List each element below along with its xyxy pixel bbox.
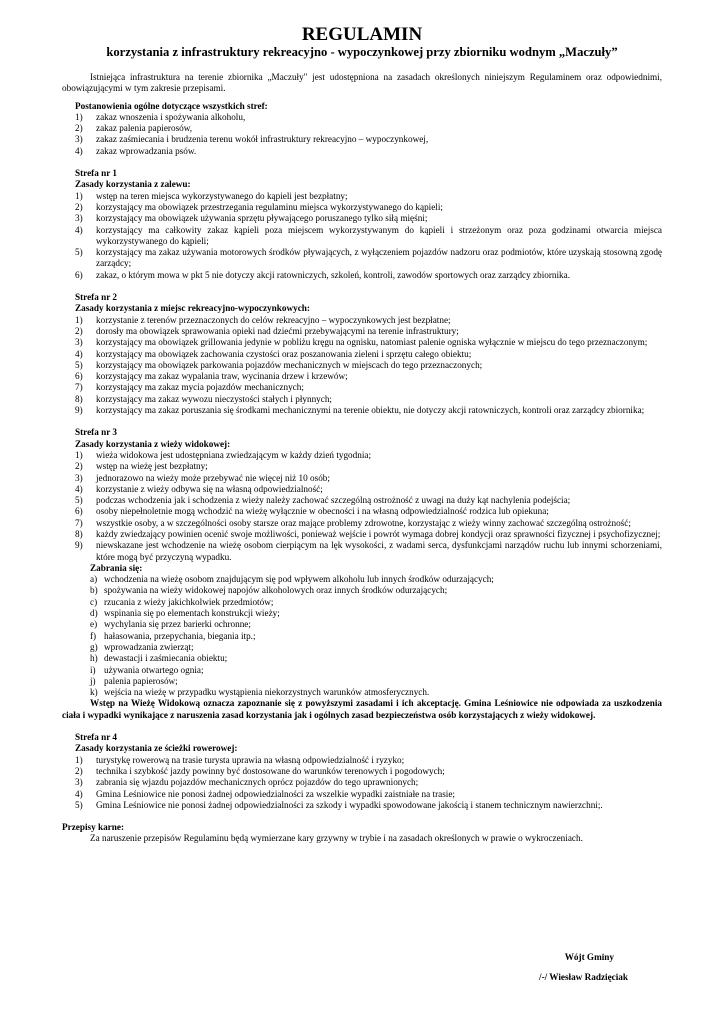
list-item-number: 1) bbox=[75, 449, 83, 460]
zone4-title: Strefa nr 4 bbox=[75, 732, 118, 743]
zone1-heading: Zasady korzystania z zalewu: bbox=[75, 179, 191, 190]
list-item-number: 1) bbox=[75, 190, 83, 201]
list-item bbox=[90, 619, 662, 630]
list-item-text: Gmina Leśniowice nie ponosi żadnej odpowiedzialności za szkody i wypadki spowodowane jakością i stanem technicznym nawierzchni;. bbox=[96, 799, 603, 810]
list-item bbox=[75, 484, 662, 495]
list-item-text: wychylania się przez barierki ochronne; bbox=[104, 619, 251, 630]
list-item bbox=[90, 653, 662, 664]
list-item-number: c) bbox=[90, 596, 98, 607]
document-subtitle: korzystania z infrastruktury rekreacyjno - wypoczynkowej przy zbiorniku wodnym „Maczuły” bbox=[106, 45, 618, 59]
zone3-heading: Zasady korzystania z wieży widokowej: bbox=[75, 438, 231, 449]
list-item-number: 8) bbox=[75, 528, 83, 539]
list-item-number: a) bbox=[90, 574, 98, 585]
list-item bbox=[75, 371, 662, 382]
zone1-list bbox=[62, 191, 662, 281]
list-item bbox=[75, 495, 662, 506]
list-item-text: korzystający ma obowiązek parkowania pojazdów mechanicznych w miejscach do tego przeznaczonych; bbox=[96, 359, 483, 370]
list-item-number: 4) bbox=[75, 788, 83, 799]
list-item-text: każdy zwiedzający powinien ocenić swoje możliwości, ponieważ wejście i powrót wymaga dobrej kondycji oraz sprawności fizycznej i psychofizycznej; bbox=[96, 528, 661, 539]
list-item-text: korzystający ma zakaz poruszania się środkami mechanicznymi na terenie obiektu, nie dotyczy akcji ratowniczych, kontroli oraz zarządcy zbiornika; bbox=[96, 405, 645, 416]
list-item-number: 6) bbox=[75, 371, 83, 382]
list-item-number: 2) bbox=[75, 765, 83, 776]
list-item-number: i) bbox=[90, 664, 96, 675]
list-item bbox=[75, 506, 662, 517]
zone4-heading: Zasady korzystania ze ścieżki rowerowej: bbox=[75, 743, 238, 754]
list-item-number: d) bbox=[90, 608, 98, 619]
list-item bbox=[75, 766, 662, 777]
list-item-text: spożywania na wieży widokowej napojów alkoholowych oraz innych środków odurzających; bbox=[104, 585, 448, 596]
list-item-text: korzystający ma zakaz wywozu nieczystości stałych i płynnych; bbox=[96, 393, 332, 404]
list-item bbox=[75, 755, 662, 766]
list-item-text: technika i szybkość jazdy powinny być dostosowane do warunków terenowych i pogodowych; bbox=[96, 765, 445, 776]
zone3-forbidden-heading: Zabrania się: bbox=[90, 562, 143, 573]
list-item-number: 3) bbox=[75, 134, 83, 145]
list-item bbox=[75, 473, 662, 484]
list-item bbox=[75, 405, 662, 416]
list-item bbox=[75, 777, 662, 788]
list-item bbox=[75, 394, 662, 405]
list-item-text: wstęp na teren miejsca wykorzystywanego do kąpieli jest bezpłatny; bbox=[96, 190, 348, 201]
list-item bbox=[75, 326, 662, 337]
list-item-text: Gmina Leśniowice nie ponosi żadnej odpowiedzialności za wszelkie wypadki zaistniałe na trasie; bbox=[96, 788, 455, 799]
list-item-text: wszystkie osoby, a w szczególności osoby starsze oraz mające problemy zdrowotne, korzystając z wieży winny zachować szczególną ostrożność; bbox=[96, 517, 631, 528]
penalties-text: Za naruszenie przepisów Regulaminu będą wymierzane kary grzywny w trybie i na zasadach określonych w prawie o wykroczeniach. bbox=[90, 833, 583, 844]
list-item bbox=[90, 676, 662, 687]
list-item-number: 4) bbox=[75, 348, 83, 359]
list-item-number: 9) bbox=[75, 405, 83, 416]
list-item-number: 5) bbox=[75, 359, 83, 370]
list-item-number: 5) bbox=[75, 495, 83, 506]
list-item-text: zakaz wprowadzania psów. bbox=[96, 145, 197, 156]
list-item-text: korzystający ma zakaz mycia pojazdów mechanicznych; bbox=[96, 382, 304, 393]
list-item-number: 2) bbox=[75, 123, 83, 134]
list-item bbox=[75, 134, 662, 145]
list-item bbox=[75, 123, 662, 134]
list-item-number: 3) bbox=[75, 777, 83, 788]
list-item bbox=[90, 642, 662, 653]
list-item-number: 3) bbox=[75, 213, 83, 224]
list-item-text: wstęp na wieżę jest bezpłatny; bbox=[96, 461, 208, 472]
list-item-number: 1) bbox=[75, 314, 83, 325]
list-item-text: wprowadzania zwierząt; bbox=[104, 641, 194, 652]
general-section bbox=[62, 101, 662, 157]
zone2-heading: Zasady korzystania z miejsc rekreacyjno-wypoczynkowych: bbox=[75, 303, 310, 314]
zone4-list bbox=[62, 755, 662, 811]
list-item bbox=[75, 270, 662, 281]
list-item-text: jednorazowo na wieży może przebywać nie więcej niż 10 osób; bbox=[96, 472, 330, 483]
list-item-text: turystykę rowerową na trasie turysta uprawia na własną odpowiedzialność i ryzyko; bbox=[96, 754, 405, 765]
list-item-text: zakaz zaśmiecania i brudzenia terenu wokół infrastruktury rekreacyjno – wypoczynkowej, bbox=[96, 134, 429, 145]
list-item-number: 1) bbox=[75, 754, 83, 765]
list-item-text: dewastacji i zaśmiecania obiektu; bbox=[104, 653, 228, 664]
list-item-text: osoby niepełnoletnie mogą wchodzić na wieżę wyłącznie w obecności i na własną odpowiedzialność rodzica lub opiekuna; bbox=[96, 506, 549, 517]
general-list bbox=[62, 112, 662, 157]
list-item-number: 4) bbox=[75, 224, 83, 235]
list-item-text: wchodzenia na wieżę osobom znajdującym się pod wpływem alkoholu lub innych środków odurzających; bbox=[104, 574, 494, 585]
list-item-text: korzystanie z terenów przeznaczonych do celów rekreacyjno – wypoczynkowych jest bezpłatne; bbox=[96, 314, 451, 325]
list-item-number: 7) bbox=[75, 382, 83, 393]
list-item bbox=[90, 597, 662, 608]
list-item bbox=[90, 687, 662, 698]
list-item-number: 5) bbox=[75, 247, 83, 258]
list-item-text: zabrania się wjazdu pojazdów mechanicznych oprócz pojazdów do tego uprawnionych; bbox=[96, 777, 419, 788]
document-title: REGULAMIN bbox=[301, 24, 423, 45]
list-item-number: 1) bbox=[75, 111, 83, 122]
list-item bbox=[75, 382, 662, 393]
list-item-number: 5) bbox=[75, 799, 83, 810]
list-item bbox=[75, 518, 662, 529]
list-item bbox=[75, 450, 662, 461]
list-item-number: 7) bbox=[75, 517, 83, 528]
list-item-text: zakaz, o którym mowa w pkt 5 nie dotyczy akcji ratowniczych, szkoleń, kontroli, zawodów sportowych oraz zarządcy zbiornika. bbox=[96, 269, 571, 280]
list-item bbox=[75, 800, 662, 811]
list-item-text: wspinania się po elementach konstrukcji wieży; bbox=[104, 608, 280, 619]
list-item bbox=[90, 665, 662, 676]
list-item-text: podczas wchodzenia jak i schodzenia z wieży należy zachować szczególną ostrożność z uwagi na duży kąt nachylenia podejścia; bbox=[96, 495, 571, 506]
list-item-text: dorosły ma obowiązek sprawowania opieki nad dziećmi przebywającymi na terenie infrastruktury; bbox=[96, 325, 459, 336]
list-item-text: niewskazane jest wchodzenie na wieżę osobom cierpiącym na lęk wysokości, z wadami serca, dysfunkcjami narządów ruchu lub innymi schorzeniami, które mogą być przyczyną wypadku. bbox=[96, 540, 662, 562]
list-item-number: k) bbox=[90, 687, 98, 698]
zone3-section bbox=[62, 427, 662, 721]
signature-role: Wójt Gminy bbox=[564, 952, 614, 962]
zone2-title: Strefa nr 2 bbox=[75, 292, 118, 303]
list-item-text: zakaz wnoszenia i spożywania alkoholu, bbox=[96, 111, 246, 122]
list-item-number: 2) bbox=[75, 325, 83, 336]
list-item bbox=[75, 213, 662, 224]
list-item-text: korzystanie z wieży odbywa się na własną odpowiedzialność; bbox=[96, 483, 323, 494]
list-item bbox=[75, 225, 662, 248]
list-item bbox=[90, 608, 662, 619]
list-item-number: 3) bbox=[75, 472, 83, 483]
list-item bbox=[90, 585, 662, 596]
list-item bbox=[75, 337, 662, 348]
signature-name: /-/ Wiesław Radzięciak bbox=[539, 972, 628, 982]
zone3-title: Strefa nr 3 bbox=[75, 427, 118, 438]
list-item-text: korzystający ma obowiązek używania sprzętu pływającego poruszanego tylko siłą mięśni; bbox=[96, 213, 428, 224]
list-item-text: korzystający ma obowiązek zachowania czystości oraz poszanowania zieleni i sprzętu całego obiektu; bbox=[96, 348, 472, 359]
list-item-text: wejścia na wieżę w przypadku wystąpienia niekorzystnych warunków atmosferycznych. bbox=[104, 687, 430, 698]
list-item bbox=[75, 112, 662, 123]
list-item-number: 4) bbox=[75, 483, 83, 494]
list-item bbox=[75, 315, 662, 326]
list-item-number: 8) bbox=[75, 393, 83, 404]
zone1-title: Strefa nr 1 bbox=[75, 168, 118, 179]
list-item-text: rzucania z wieży jakichkolwiek przedmiotów; bbox=[104, 596, 274, 607]
list-item-number: j) bbox=[90, 675, 96, 686]
list-item-number: f) bbox=[90, 630, 97, 641]
list-item-text: używania otwartego ognia; bbox=[104, 664, 204, 675]
zone1-section bbox=[62, 168, 662, 281]
list-item bbox=[90, 574, 662, 585]
list-item-text: korzystający ma obowiązek grillowania jedynie w pobliżu kręgu na ognisku, natomiast palenie ogniska wyłącznie w miejscu do tego przeznaczonym; bbox=[96, 337, 648, 348]
list-item bbox=[75, 146, 662, 157]
list-item bbox=[75, 461, 662, 472]
penalties-section bbox=[62, 822, 662, 845]
list-item-number: 2) bbox=[75, 461, 83, 472]
general-heading: Postanowienia ogólne dotyczące wszystkich stref: bbox=[75, 100, 268, 111]
list-item bbox=[75, 789, 662, 800]
list-item-text: zakaz palenia papierosów, bbox=[96, 123, 193, 134]
list-item bbox=[75, 191, 662, 202]
list-item bbox=[75, 349, 662, 360]
list-item-number: h) bbox=[90, 653, 98, 664]
zone3-list bbox=[62, 450, 662, 563]
list-item-text: hałasowania, przepychania, biegania itp.; bbox=[104, 630, 256, 641]
document-body bbox=[62, 72, 662, 845]
list-item bbox=[75, 540, 662, 563]
list-item bbox=[90, 631, 662, 642]
list-item-number: g) bbox=[90, 641, 98, 652]
list-item-text: wieża widokowa jest udostępniana zwiedzającym w każdy dzień tygodnia; bbox=[96, 449, 372, 460]
list-item bbox=[75, 247, 662, 270]
list-item-text: korzystający ma obowiązek przestrzegania regulaminu miejsca wykorzystywanego do kąpieli; bbox=[96, 201, 443, 212]
intro-paragraph: Istniejąca infrastruktura na terenie zbiornika „Maczuły" jest udostępniona na zasadach określonych niniejszym Regulaminem oraz odpowiednimi, obowiązującymi w tym zakresie przepisami. bbox=[62, 72, 662, 94]
list-item-text: korzystający ma zakaz używania motorowych środków pływających, z wyłączeniem pojazdów nadzoru oraz podmiotów, które uzyskają stosowną zgodę zarządcy; bbox=[96, 247, 662, 269]
list-item-number: b) bbox=[90, 585, 98, 596]
list-item-text: palenia papierosów; bbox=[104, 675, 178, 686]
list-item-number: 6) bbox=[75, 269, 83, 280]
list-item-number: 4) bbox=[75, 145, 83, 156]
list-item-number: 6) bbox=[75, 506, 83, 517]
list-item bbox=[75, 202, 662, 213]
zone3-warning: Wstęp na Wieżę Widokową oznacza zapoznanie się z powyższymi zasadami i ich akceptację. Gmina Leśniowice nie odpowiada za uszkodzenia ciała i wypadki wynikające z naruszenia zasad korzystania jak i ogólnych zasad bezpieczeństwa osób korzystających z wieży widokowej. bbox=[62, 698, 662, 720]
list-item bbox=[75, 360, 662, 371]
list-item-text: korzystający ma zakaz wypalania traw, wycinania drzew i krzewów; bbox=[96, 371, 348, 382]
list-item-text: korzystający ma całkowity zakaz kąpieli poza miejscem wykorzystywanym do kąpieli i strzeżonym oraz poza godzinami otwarcia miejsca wykorzystywanego do kąpieli; bbox=[96, 224, 662, 246]
zone2-list bbox=[62, 315, 662, 417]
list-item-number: e) bbox=[90, 619, 98, 630]
list-item-number: 2) bbox=[75, 201, 83, 212]
zone3-forbidden-list bbox=[62, 574, 662, 698]
zone4-section bbox=[62, 732, 662, 811]
list-item bbox=[75, 529, 662, 540]
list-item-number: 9) bbox=[75, 540, 83, 551]
list-item-number: 3) bbox=[75, 337, 83, 348]
zone2-section bbox=[62, 292, 662, 416]
penalties-heading: Przepisy karne: bbox=[62, 822, 125, 833]
